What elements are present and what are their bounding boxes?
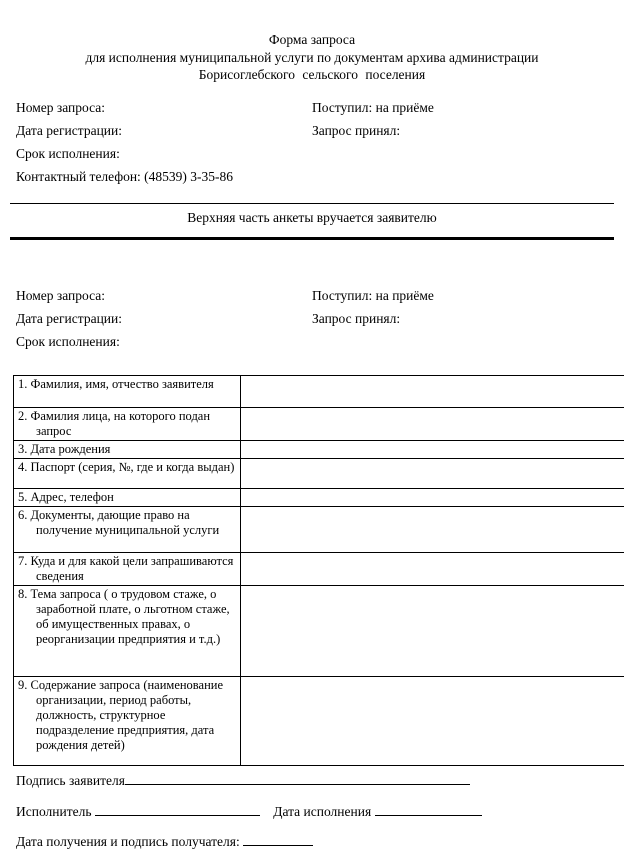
receipt-line bbox=[243, 832, 313, 846]
accepted-by-label: Запрос принял: bbox=[312, 123, 401, 138]
table-row bbox=[14, 586, 624, 677]
row-value-cell bbox=[241, 677, 624, 766]
table-row bbox=[14, 489, 624, 507]
row-label: 5. Адрес, телефон bbox=[14, 489, 241, 507]
table-row bbox=[14, 507, 624, 553]
row-label: 3. Дата рождения bbox=[14, 441, 241, 459]
received-label: Поступил: на приёме bbox=[312, 100, 434, 115]
row-value-cell bbox=[241, 507, 624, 553]
request-meta-repeat bbox=[16, 284, 608, 356]
request-number-label: Номер запроса: bbox=[16, 100, 106, 115]
form-title-line-3: Борисоглебского сельского поселения bbox=[198, 67, 426, 82]
row-label: 4. Паспорт (серия, №, где и когда выдан) bbox=[14, 459, 241, 489]
contact-phone: Контактный телефон: (48539) 3-35-86 bbox=[16, 169, 234, 184]
applicant-signature-line bbox=[125, 771, 470, 785]
request-meta-repeat-left bbox=[16, 284, 122, 353]
row-label: 7. Куда и для какой цели запрашиваются сведения bbox=[14, 553, 241, 586]
form-title-line-2: для исполнения муниципальной услуги по документам архива администрации bbox=[85, 49, 539, 65]
row-label: 1. Фамилия, имя, отчество заявителя bbox=[14, 376, 241, 408]
request-form-table bbox=[13, 375, 624, 766]
table-row bbox=[14, 553, 624, 586]
execution-date-label: Дата исполнения bbox=[273, 804, 372, 819]
form-title bbox=[0, 31, 624, 84]
request-meta-top bbox=[16, 96, 608, 192]
accepted-by-label: Запрос принял: bbox=[312, 311, 401, 326]
row-value-cell bbox=[241, 586, 624, 677]
row-value-cell bbox=[241, 489, 624, 507]
applicant-signature-row bbox=[16, 771, 470, 788]
row-value-cell bbox=[241, 553, 624, 586]
row-value-cell bbox=[241, 441, 624, 459]
executor-row bbox=[16, 802, 482, 819]
divider-rule-thin bbox=[10, 203, 614, 204]
table-row bbox=[14, 408, 624, 441]
receipt-label: Дата получения и подпись получателя: bbox=[16, 834, 240, 849]
row-value-cell bbox=[241, 376, 624, 408]
registration-date-label: Дата регистрации: bbox=[16, 311, 123, 326]
row-label: 9. Содержание запроса (наименование организации, период работы, должность, структурное подразделение предприятия, дата рождения детей) bbox=[14, 677, 241, 766]
executor-label: Исполнитель bbox=[16, 804, 92, 819]
row-label: 6. Документы, дающие право на получение муниципальной услуги bbox=[14, 507, 241, 553]
request-meta-top-right bbox=[312, 96, 434, 142]
table-row bbox=[14, 376, 624, 408]
row-label: 8. Тема запроса ( о трудовом стаже, о заработной плате, о льготном стаже, об имущественных правах, о реорганизации предприятия и т.д.) bbox=[14, 586, 241, 677]
divider-note: Верхняя часть анкеты вручается заявителю bbox=[187, 210, 437, 225]
deadline-label: Срок исполнения: bbox=[16, 146, 120, 161]
table-row bbox=[14, 441, 624, 459]
row-label: 2. Фамилия лица, на которого подан запрос bbox=[14, 408, 241, 441]
request-meta-repeat-right bbox=[312, 284, 434, 330]
row-value-cell bbox=[241, 459, 624, 489]
executor-line bbox=[95, 802, 260, 816]
row-value-cell bbox=[241, 408, 624, 441]
table-row bbox=[14, 459, 624, 489]
applicant-signature-label: Подпись заявителя bbox=[16, 773, 125, 788]
table-row bbox=[14, 677, 624, 766]
received-label: Поступил: на приёме bbox=[312, 288, 434, 303]
execution-date-line bbox=[375, 802, 482, 816]
deadline-label: Срок исполнения: bbox=[16, 334, 120, 349]
form-title-line-1: Форма запроса bbox=[268, 32, 356, 47]
divider-rule-thick bbox=[10, 237, 614, 240]
request-meta-top-left bbox=[16, 96, 233, 188]
registration-date-label: Дата регистрации: bbox=[16, 123, 123, 138]
request-number-label: Номер запроса: bbox=[16, 288, 106, 303]
receipt-row bbox=[16, 832, 313, 849]
